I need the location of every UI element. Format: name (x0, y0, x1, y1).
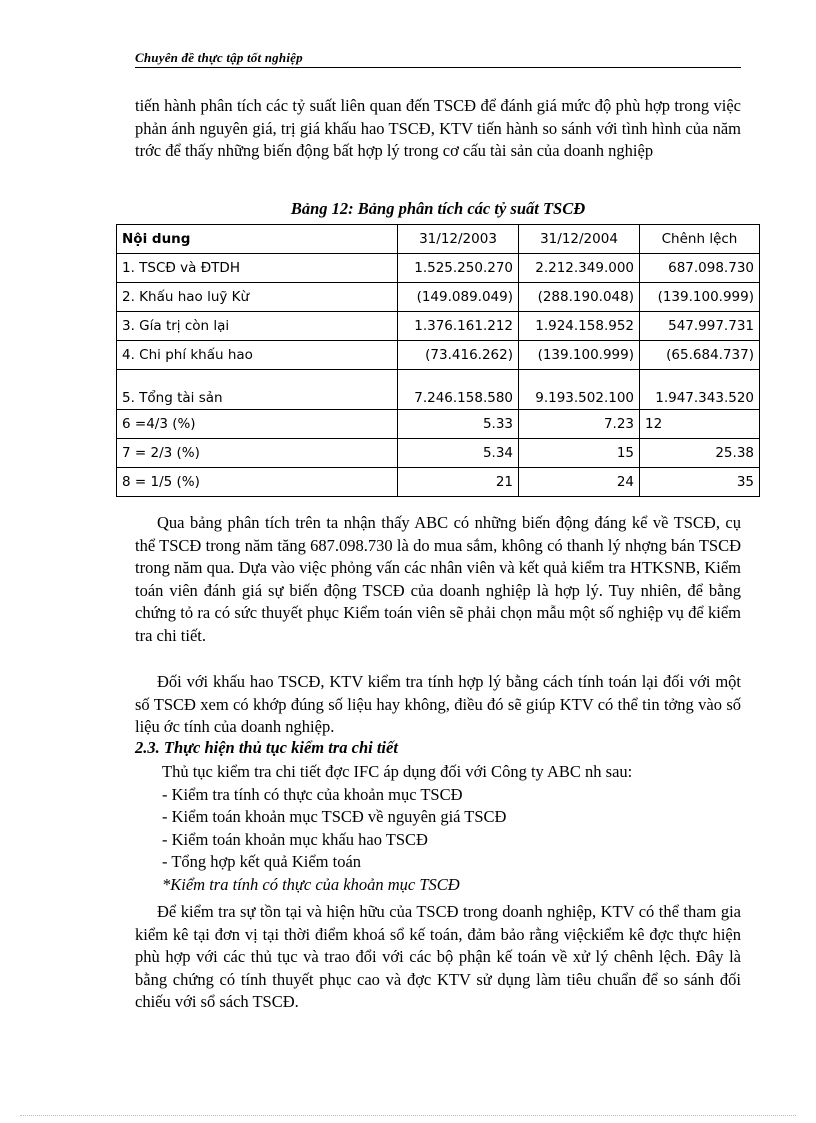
table-row (117, 312, 760, 341)
table-row (117, 410, 760, 439)
list-item: - Kiểm toán khoản mục TSCĐ về nguyên giá TSCĐ (162, 807, 507, 827)
header-cell: Chênh lệch (640, 225, 760, 254)
header-cell: Nội dung (117, 225, 398, 254)
table-cell: 5. Tổng tài sản (117, 370, 398, 410)
list-item: - Kiểm toán khoản mục khấu hao TSCĐ (162, 829, 428, 849)
procedure-list (162, 761, 632, 897)
table-cell: 35 (640, 468, 760, 497)
table-cell: 547.997.731 (640, 312, 760, 341)
sub-heading: *Kiểm tra tính có thực của khoản mục TSCĐ (162, 874, 460, 894)
header-cell: 31/12/2003 (398, 225, 519, 254)
table-cell: (149.089.049) (398, 283, 519, 312)
table-cell: (139.100.999) (640, 283, 760, 312)
table-cell: 8 = 1/5 (%) (117, 468, 398, 497)
page-bottom-divider (20, 1115, 796, 1116)
table-cell: 7 = 2/3 (%) (117, 439, 398, 468)
table-cell: (65.684.737) (640, 341, 760, 370)
table-cell: (288.190.048) (519, 283, 640, 312)
analysis-paragraph: Qua bảng phân tích trên ta nhận thấy ABC có những biến động đáng kể về TSCĐ, cụ thể TSCĐ trong năm tăng 687.098.730 là do mua sắm, không có thanh lý nhợng bán TSCĐ trong năm qua. Dựa vào việc phỏng vấn các nhân viên và kết quả kiểm tra HTKSNB, Kiểm toán viên đánh giá sự biến động TSCĐ của doanh nghiệp là hợp lý. Tuy nhiên, để bằng chứng tỏ ra có sức thuyết phục Kiểm toán viên sẽ phải chọn mẫu một số nghiệp vụ để kiểm tra chi tiết. (135, 513, 741, 645)
table-row (117, 370, 760, 410)
table-row (117, 254, 760, 283)
table-caption: Bảng 12: Bảng phân tích các tỷ suất TSCĐ (290, 199, 586, 218)
table-cell: 15 (519, 439, 640, 468)
table-cell: 687.098.730 (640, 254, 760, 283)
table-cell: 6 =4/3 (%) (117, 410, 398, 439)
section-heading: 2.3. Thực hiện thủ tục kiểm tra chi tiết (135, 738, 398, 757)
table-cell: (73.416.262) (398, 341, 519, 370)
table-cell: 7.246.158.580 (398, 370, 519, 410)
table-cell: 5.34 (398, 439, 519, 468)
table-row (117, 341, 760, 370)
table-cell: 24 (519, 468, 640, 497)
list-intro: Thủ tục kiểm tra chi tiết đợc IFC áp dụng đối với Công ty ABC nh sau: (162, 762, 633, 781)
table-cell: 4. Chi phí khấu hao (117, 341, 398, 370)
intro-paragraph: tiến hành phân tích các tỷ suất liên quan đến TSCĐ để đánh giá mức độ phù hợp trong việc phản ánh nguyên giá, trị giá khấu hao TSCĐ, KTV tiến hành so sánh với tình hình của năm trớc để thấy những biến động bất hợp lý trong cơ cấu tài sản của doanh nghiệp (135, 96, 741, 161)
table-cell: 2. Khấu hao luỹ Kừ (117, 283, 398, 312)
table-row (117, 283, 760, 312)
table-cell: 7.23 (519, 410, 640, 439)
table-cell: 1.924.158.952 (519, 312, 640, 341)
header-cell: 31/12/2004 (519, 225, 640, 254)
table-row (117, 439, 760, 468)
table-cell: 1.376.161.212 (398, 312, 519, 341)
table-cell: 21 (398, 468, 519, 497)
header-title: Chuyên đề thực tập tốt nghiệp (135, 50, 303, 65)
page-header (135, 49, 741, 68)
ratio-analysis-table (116, 224, 760, 497)
table-header-row (117, 225, 760, 254)
table-cell: 12 (640, 410, 760, 439)
depreciation-paragraph: Đối với khấu hao TSCĐ, KTV kiểm tra tính hợp lý bằng cách tính toán lại đối với một số TSCĐ xem có khớp đúng số liệu hay không, điều đó sẽ giúp KTV có thể tin tởng vào số liệu ớc tính của doanh nghiệp. (135, 672, 741, 737)
table-cell: 9.193.502.100 (519, 370, 640, 410)
list-item: - Tổng hợp kết quả Kiểm toán (162, 852, 362, 872)
list-item: - Kiểm tra tính có thực của khoản mục TSCĐ (162, 784, 463, 804)
table-cell: 1.525.250.270 (398, 254, 519, 283)
inventory-paragraph: Để kiểm tra sự tồn tại và hiện hữu của TSCĐ trong doanh nghiệp, KTV có thể tham gia kiểm kê tại đơn vị tại thời điểm khoá sổ kế toán, đảm bảo rằng việckiểm kê đợc thực hiện phù hợp với các thủ tục và trao đổi với các bộ phận kế toán về xử lý chênh lệch. Đây là bằng chứng có tính thuyết phục cao và đợc KTV sử dụng làm tiêu chuẩn để so sánh đối chiếu với sổ sách TSCĐ. (135, 902, 741, 1012)
table-cell: 3. Gía trị còn lại (117, 312, 398, 341)
table-cell: (139.100.999) (519, 341, 640, 370)
table-cell: 1.947.343.520 (640, 370, 760, 410)
table-cell: 5.33 (398, 410, 519, 439)
table-cell: 2.212.349.000 (519, 254, 640, 283)
table-cell: 1. TSCĐ và ĐTDH (117, 254, 398, 283)
table-cell: 25.38 (640, 439, 760, 468)
table-row (117, 468, 760, 497)
